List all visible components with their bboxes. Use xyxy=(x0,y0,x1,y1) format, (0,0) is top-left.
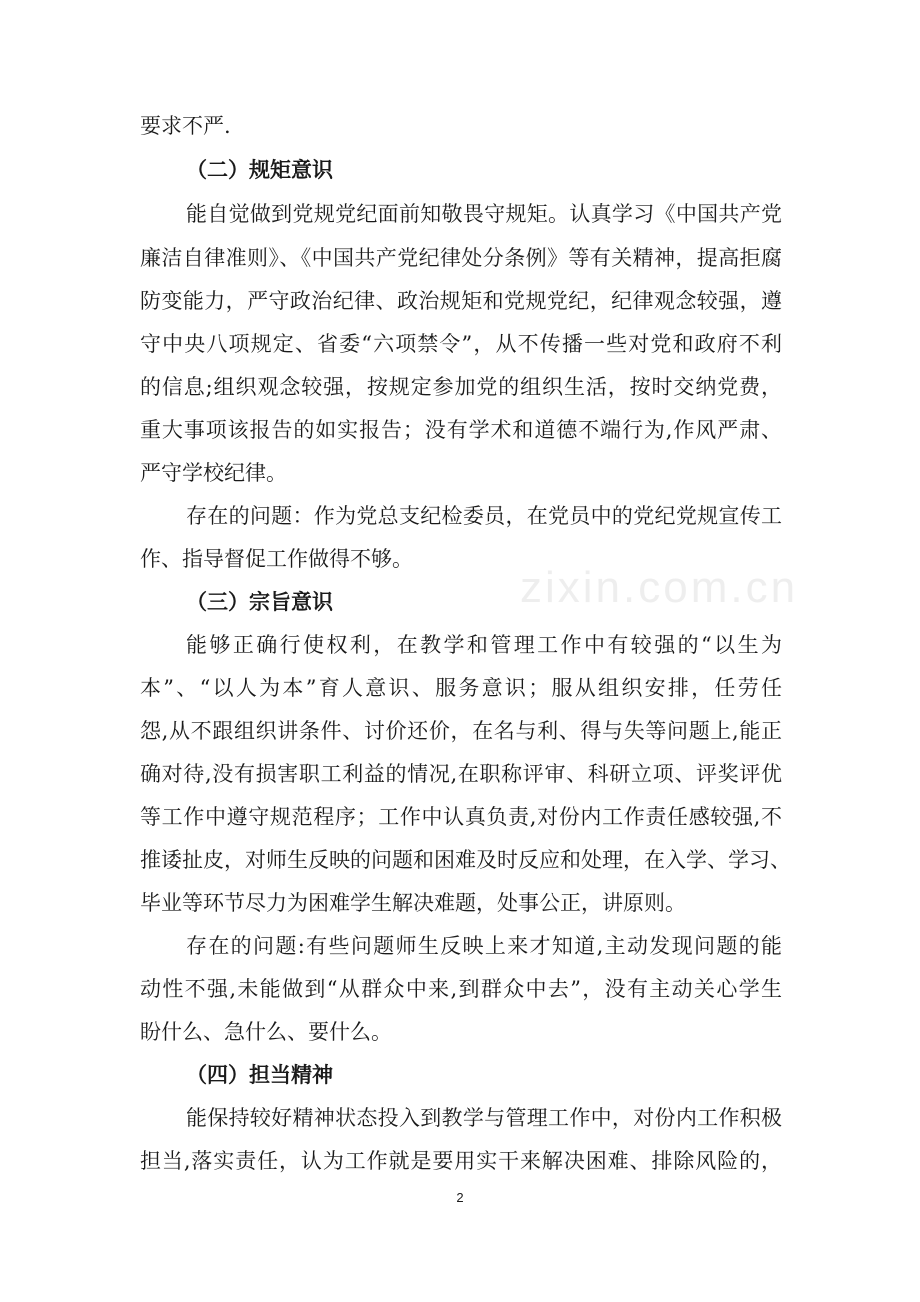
text-line: 存在的问题:有些问题师生反映上来才知道,主动发现问题的能 xyxy=(186,934,782,958)
text-line: 能够正确行使权利，在教学和管理工作中有较强的“以生为 xyxy=(186,633,782,657)
text-line: 本”、“以人为本”育人意识、服务意识；服从组织安排，任劳任 xyxy=(140,676,782,700)
text-line: 的信息;组织观念较强，按规定参加党的组织生活，按时交纳党费， xyxy=(140,375,782,399)
text-line: 要求不严. xyxy=(140,114,231,138)
section-heading: （三）宗旨意识 xyxy=(186,590,333,614)
text-line: 防变能力，严守政治纪律、政治规矩和党规党纪，纪律观念较强，遵 xyxy=(140,289,782,313)
watermark: zixin.com.cn xyxy=(520,563,799,612)
text-line: 动性不强,未能做到“从群众中来,到群众中去”，没有主动关心学生 xyxy=(140,977,782,1001)
text-line: 等工作中遵守规范程序；工作中认真负责,对份内工作责任感较强,不 xyxy=(140,805,782,829)
text-line: 担当,落实责任，认为工作就是要用实干来解决困难、排除风险的， xyxy=(140,1149,782,1173)
text-line: 严守学校纪律。 xyxy=(140,461,287,485)
text-line: 能保持较好精神状态投入到教学与管理工作中，对份内工作积极 xyxy=(186,1106,782,1130)
section-heading: （四）担当精神 xyxy=(186,1063,333,1087)
text-line: 推诿扯皮，对师生反映的问题和困难及时反应和处理，在入学、学习、 xyxy=(140,848,791,872)
text-line: 存在的问题：作为党总支纪检委员，在党员中的党纪党规宣传工 xyxy=(186,504,782,528)
text-line: 能自觉做到党规党纪面前知敬畏守规矩。认真学习《中国共产党 xyxy=(186,202,782,226)
text-line: 盼什么、急什么、要什么。 xyxy=(140,1020,392,1044)
text-line: 作、指导督促工作做得不够。 xyxy=(140,547,413,571)
section-heading: （二）规矩意识 xyxy=(186,158,333,182)
text-line: 廉洁自律准则》、《中国共产党纪律处分条例》等有关精神，提高拒腐 xyxy=(140,246,782,270)
text-line: 确对待,没有损害职工利益的情况,在职称评审、科研立项、评奖评优 xyxy=(140,762,782,786)
text-line: 守中央八项规定、省委“六项禁令”，从不传播一些对党和政府不利 xyxy=(140,332,782,356)
page-number: 2 xyxy=(456,1190,464,1205)
text-line: 毕业等环节尽力为困难学生解决难题，处事公正，讲原则。 xyxy=(140,891,686,915)
text-line: 怨,从不跟组织讲条件、讨价还价，在名与利、得与失等问题上,能正 xyxy=(140,719,782,743)
text-line: 重大事项该报告的如实报告；没有学术和道德不端行为,作风严肃、 xyxy=(140,418,782,442)
